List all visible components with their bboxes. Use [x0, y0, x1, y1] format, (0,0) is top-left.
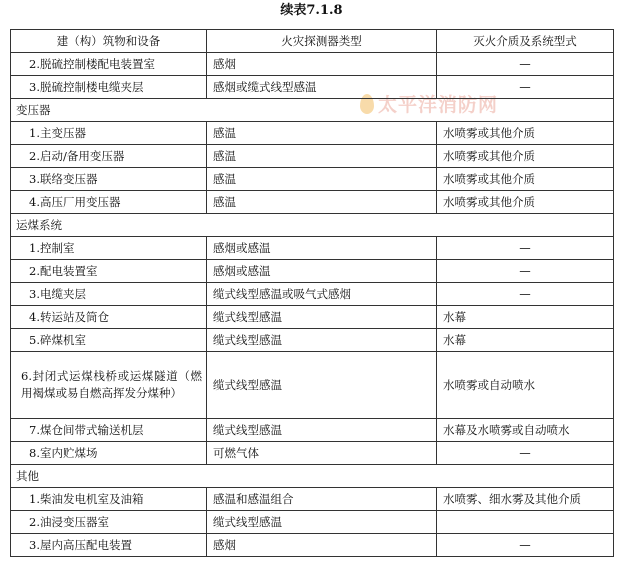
detector-cell: 缆式线型感温 [207, 352, 437, 419]
table-row [11, 53, 614, 76]
table-header-row [11, 30, 614, 53]
table-row [11, 306, 614, 329]
detector-cell: 感温 [207, 145, 437, 168]
media-cell: — [437, 534, 614, 557]
table-row [11, 237, 614, 260]
building-cell: 2.启动/备用变压器 [11, 145, 207, 168]
table-row [11, 419, 614, 442]
media-cell: 水幕 [437, 306, 614, 329]
section-row [11, 465, 614, 488]
media-cell: — [437, 237, 614, 260]
building-cell: 8.室内贮煤场 [11, 442, 207, 465]
table-row [11, 329, 614, 352]
watermark-text: 太平洋消防网 [378, 94, 499, 116]
building-cell: 1.柴油发电机室及油箱 [11, 488, 207, 511]
building-cell: 1.主变压器 [11, 122, 207, 145]
building-cell: 6.封闭式运煤栈桥或运煤隧道（燃用褐煤或易自燃高挥发分煤种） [11, 352, 207, 419]
building-cell: 3.联络变压器 [11, 168, 207, 191]
detector-cell: 缆式线型感温 [207, 419, 437, 442]
table-row [11, 191, 614, 214]
fire-detection-table [10, 29, 614, 557]
detector-cell: 感温 [207, 191, 437, 214]
table-row [11, 352, 614, 419]
table-row [11, 76, 614, 99]
detector-cell: 感烟或感温 [207, 237, 437, 260]
table-row [11, 260, 614, 283]
building-cell: 3.电缆夹层 [11, 283, 207, 306]
media-cell: 水喷雾或其他介质 [437, 168, 614, 191]
building-cell: 3.屋内高压配电装置 [11, 534, 207, 557]
table-row [11, 283, 614, 306]
detector-cell: 感温 [207, 168, 437, 191]
building-cell: 7.煤仓间带式输送机层 [11, 419, 207, 442]
building-cell: 3.脱硫控制楼电缆夹层 [11, 76, 207, 99]
building-cell: 4.高压厂用变压器 [11, 191, 207, 214]
table-row [11, 488, 614, 511]
media-cell: 水喷雾或其他介质 [437, 191, 614, 214]
media-cell [437, 511, 614, 534]
building-cell: 1.控制室 [11, 237, 207, 260]
section-label: 变压器 [11, 99, 614, 122]
media-cell: 水喷雾或其他介质 [437, 122, 614, 145]
table-row [11, 168, 614, 191]
table-row [11, 122, 614, 145]
media-cell: — [437, 260, 614, 283]
building-cell: 4.转运站及筒仓 [11, 306, 207, 329]
table-row [11, 145, 614, 168]
detector-cell: 感烟 [207, 53, 437, 76]
table-row [11, 511, 614, 534]
media-cell: 水幕及水喷雾或自动喷水 [437, 419, 614, 442]
detector-cell: 可燃气体 [207, 442, 437, 465]
table-title: 续表7.1.8 [280, 3, 343, 18]
section-row [11, 214, 614, 237]
media-cell: — [437, 283, 614, 306]
section-label: 运煤系统 [11, 214, 614, 237]
building-cell: 2.脱硫控制楼配电装置室 [11, 53, 207, 76]
table-row [11, 442, 614, 465]
detector-cell: 感温 [207, 122, 437, 145]
detector-cell: 缆式线型感温 [207, 511, 437, 534]
table-row [11, 534, 614, 557]
detector-cell: 感烟或缆式线型感温 [207, 76, 437, 99]
media-cell: — [437, 76, 614, 99]
building-cell: 2.配电装置室 [11, 260, 207, 283]
section-label: 其他 [11, 465, 614, 488]
section-row [11, 99, 614, 122]
building-cell: 2.油浸变压器室 [11, 511, 207, 534]
media-cell: — [437, 442, 614, 465]
media-cell: 水幕 [437, 329, 614, 352]
detector-cell: 缆式线型感温 [207, 329, 437, 352]
detector-cell: 感烟 [207, 534, 437, 557]
detector-cell: 感温和感温组合 [207, 488, 437, 511]
media-cell: — [437, 53, 614, 76]
header-detector-type: 火灾探测器类型 [207, 30, 437, 53]
detector-cell: 缆式线型感温 [207, 306, 437, 329]
media-cell: 水喷雾、细水雾及其他介质 [437, 488, 614, 511]
building-cell: 5.碎煤机室 [11, 329, 207, 352]
header-building: 建（构）筑物和设备 [11, 30, 207, 53]
table-body [11, 53, 614, 557]
media-cell: 水喷雾或自动喷水 [437, 352, 614, 419]
detector-cell: 缆式线型感温或吸气式感烟 [207, 283, 437, 306]
detector-cell: 感烟或感温 [207, 260, 437, 283]
media-cell: 水喷雾或其他介质 [437, 145, 614, 168]
header-extinguishing-media: 灭火介质及系统型式 [437, 30, 614, 53]
